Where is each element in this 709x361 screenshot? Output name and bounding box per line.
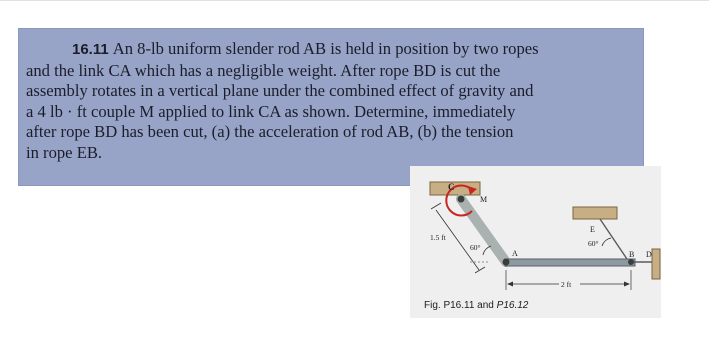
- pin-c: [458, 196, 465, 203]
- label-rod-length: 2 ft: [561, 280, 572, 289]
- label-link-length: 1.5 ft: [430, 233, 446, 242]
- label-d: D: [646, 250, 652, 259]
- pin-b: [628, 259, 634, 265]
- angle-arc-right: [602, 238, 611, 246]
- rod-dimension-arrow-right: [624, 282, 630, 287]
- rope-eb: [600, 219, 629, 262]
- support-d: [652, 249, 660, 279]
- support-e: [573, 207, 617, 219]
- label-a: A: [512, 249, 518, 258]
- link-dimension-tick-bottom: [475, 267, 485, 273]
- rod-dimension-arrow-left: [507, 282, 513, 287]
- label-angle-left: 60°: [470, 243, 481, 252]
- label-c: C: [448, 182, 455, 192]
- pin-a: [503, 259, 510, 266]
- caption-italic: P16.12: [496, 300, 529, 311]
- label-m: M: [480, 195, 488, 204]
- problem-line-5: after rope BD has been cut, (a) the acceleration of rod AB, (b) the tension: [26, 122, 514, 141]
- problem-number: 16.11: [72, 41, 109, 58]
- problem-line-4: a 4 lb · ft couple M applied to link CA as shown. Determine, immediately: [26, 101, 516, 121]
- problem-line-3: assembly rotates in a vertical plane under the combined effect of gravity and: [26, 81, 534, 100]
- problem-line-6: in rope EB.: [26, 142, 103, 162]
- label-e: E: [590, 225, 595, 234]
- caption-prefix: Fig. P16.11 and: [424, 300, 497, 311]
- problem-line-2: and the link CA which has a negligible weight. After rope BD is cut the: [26, 60, 501, 80]
- label-b: B: [629, 250, 635, 259]
- link-dimension-tick-top: [431, 203, 441, 209]
- problem-line-1-text: An 8-lb uniform slender rod AB is held in position by two ropes: [112, 39, 539, 58]
- figure-caption: [424, 300, 528, 311]
- rod-ab: [505, 259, 635, 266]
- label-angle-right: 60°: [588, 239, 599, 248]
